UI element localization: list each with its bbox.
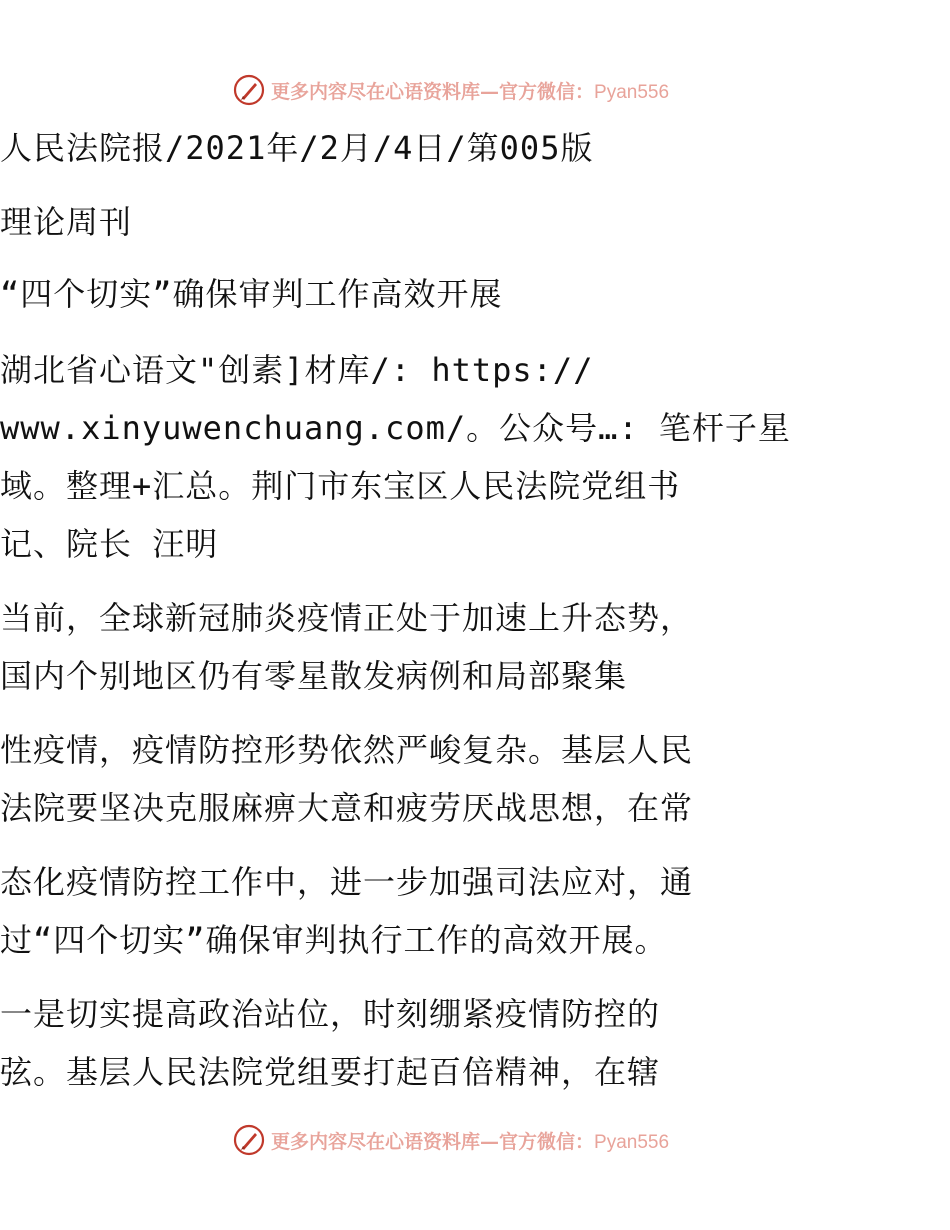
doc-line-title: “四个切实”确保审判工作高效开展 <box>0 275 503 313</box>
watermark-wechat-id: Pyan556 <box>594 1131 670 1153</box>
quill-pen-seal-icon <box>233 1124 265 1156</box>
doc-line-4: 湖北省心语文"创素]材库/: https:// <box>0 351 594 389</box>
doc-line-8: 当前，全球新冠肺炎疫情正处于加速上升态势， <box>0 599 694 637</box>
doc-line-column: 理论周刊 <box>0 203 133 241</box>
doc-line-10: 性疫情，疫情防控形势依然严峻复杂。基层人民 <box>0 731 694 769</box>
watermark-text <box>271 77 669 104</box>
doc-line-7: 记、院长 汪明 <box>0 525 219 563</box>
watermark-label: 更多内容尽在心语资料库—官方微信： <box>271 80 595 103</box>
watermark-bottom <box>233 1122 669 1158</box>
doc-line-source: 人民法院报/2021年/2月/4日/第005版 <box>0 129 594 167</box>
quill-pen-seal-icon <box>233 74 265 106</box>
watermark-top <box>233 72 669 108</box>
watermark-text <box>271 1127 669 1154</box>
doc-line-6: 域。整理+汇总。荆门市东宝区人民法院党组书 <box>0 467 681 505</box>
watermark-wechat-id: Pyan556 <box>594 81 670 103</box>
doc-line-15: 弦。基层人民法院党组要打起百倍精神，在辖 <box>0 1053 661 1091</box>
doc-line-9: 国内个别地区仍有零星散发病例和局部聚集 <box>0 657 628 695</box>
doc-line-14: 一是切实提高政治站位，时刻绷紧疫情防控的 <box>0 995 661 1033</box>
doc-line-13: 过“四个切实”确保审判执行工作的高效开展。 <box>0 921 668 959</box>
doc-line-11: 法院要坚决克服麻痹大意和疲劳厌战思想，在常 <box>0 789 694 827</box>
watermark-label: 更多内容尽在心语资料库—官方微信： <box>271 1130 595 1153</box>
doc-line-12: 态化疫情防控工作中，进一步加强司法应对，通 <box>0 863 694 901</box>
doc-line-5: www.xinyuwenchuang.com/。公众号…: 笔杆子星 <box>0 409 791 447</box>
